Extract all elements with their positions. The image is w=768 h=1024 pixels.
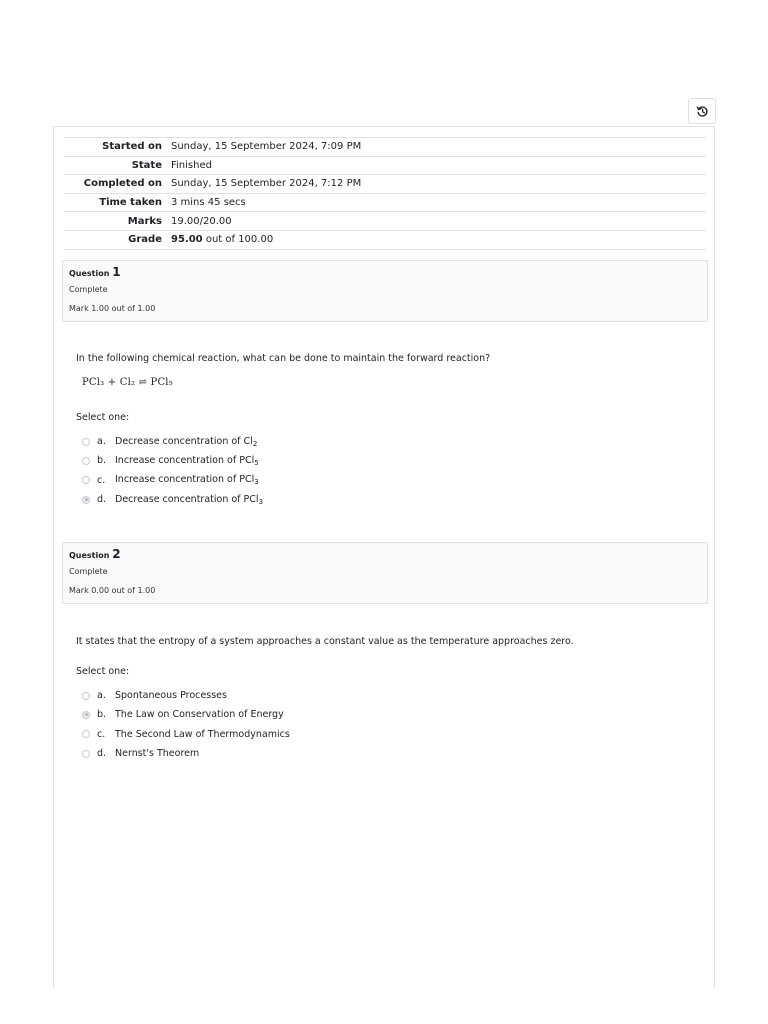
- option-letter: a.: [97, 690, 106, 702]
- summary-label: Marks: [127, 215, 162, 227]
- option-letter: a.: [97, 436, 106, 448]
- summary-label: Started on: [102, 141, 162, 153]
- summary-label: Time taken: [99, 197, 162, 209]
- question-number: [69, 265, 121, 279]
- question-number: [69, 547, 121, 561]
- history-icon: [696, 105, 709, 118]
- radio-button[interactable]: [82, 750, 90, 758]
- summary-row-state: [64, 156, 706, 175]
- answer-option-c[interactable]: [82, 725, 482, 744]
- option-label: Decrease concentration of Cl: [115, 435, 253, 447]
- option-text: The Second Law of Thermodynamics: [115, 728, 290, 740]
- question-number-value: 1: [112, 265, 121, 279]
- select-one-prompt: Select one:: [76, 412, 130, 423]
- summary-label: State: [131, 159, 162, 171]
- option-label: Increase concentration of PCl: [115, 474, 255, 486]
- summary-label: Completed on: [83, 178, 162, 190]
- summary-value: 3 mins 45 secs: [171, 197, 246, 209]
- answer-option-d[interactable]: [82, 744, 482, 763]
- quiz-review-region: [53, 126, 715, 988]
- radio-button-selected[interactable]: [82, 496, 90, 504]
- radio-button[interactable]: [82, 457, 90, 465]
- question-2-text: It states that the entropy of a system approaches a constant value as the temperature approaches zero.: [76, 636, 574, 647]
- option-text: The Law on Conservation of Energy: [115, 709, 284, 721]
- summary-row-grade: [64, 230, 706, 249]
- attempt-summary-table: [64, 137, 706, 250]
- option-text: [115, 494, 263, 506]
- radio-button[interactable]: [82, 692, 90, 700]
- answer-option-c[interactable]: [82, 471, 482, 490]
- option-subscript: 3: [254, 478, 259, 487]
- question-mark: Mark 1.00 out of 1.00: [69, 304, 156, 313]
- option-subscript: 5: [254, 458, 259, 467]
- option-text: [115, 455, 259, 467]
- summary-row-completed: [64, 175, 706, 194]
- summary-value: Finished: [171, 159, 212, 171]
- summary-row-marks: [64, 212, 706, 231]
- radio-button-selected[interactable]: [82, 711, 90, 719]
- summary-label: Grade: [128, 234, 162, 246]
- option-subscript: 3: [258, 497, 264, 506]
- option-text: Spontaneous Processes: [115, 690, 227, 702]
- summary-value: [167, 230, 706, 249]
- question-1-answers: [82, 432, 482, 509]
- chemical-equation: PCl₃ + Cl₂ ⇌ PCl₅: [82, 377, 173, 388]
- option-label: Decrease concentration of PCl: [115, 493, 259, 505]
- summary-value: Sunday, 15 September 2024, 7:09 PM: [171, 141, 362, 153]
- radio-button[interactable]: [82, 476, 90, 484]
- grade-out-of: out of 100.00: [202, 234, 274, 246]
- question-state: Complete: [69, 285, 108, 294]
- option-text: Nernst's Theorem: [115, 748, 200, 760]
- option-letter: d.: [97, 494, 107, 506]
- option-letter: c.: [97, 728, 106, 740]
- answer-option-d[interactable]: [82, 490, 482, 509]
- option-text: [115, 474, 259, 486]
- option-letter: b.: [97, 455, 107, 467]
- option-letter: d.: [97, 748, 107, 760]
- answer-option-b[interactable]: [82, 451, 482, 470]
- question-prefix: Question: [69, 269, 110, 278]
- question-prefix: Question: [69, 551, 110, 560]
- question-1-text: In the following chemical reaction, what can be done to maintain the forward reaction?: [76, 353, 491, 364]
- question-state: Complete: [69, 567, 108, 576]
- question-2-answers: [82, 686, 482, 763]
- answer-option-a[interactable]: [82, 686, 482, 705]
- question-1-info: [62, 260, 708, 322]
- question-mark: Mark 0.00 out of 1.00: [69, 586, 156, 595]
- grade-value: 95.00: [171, 234, 203, 246]
- answer-option-b[interactable]: [82, 705, 482, 724]
- radio-button[interactable]: [82, 730, 90, 738]
- option-text: [115, 436, 257, 448]
- option-letter: c.: [97, 474, 106, 486]
- option-letter: b.: [97, 709, 107, 721]
- answer-option-a[interactable]: [82, 432, 482, 451]
- summary-value: 19.00/20.00: [171, 215, 232, 227]
- summary-row-started: [64, 138, 706, 157]
- question-2-info: [62, 542, 708, 604]
- question-number-value: 2: [112, 547, 121, 561]
- summary-row-time: [64, 193, 706, 212]
- radio-button[interactable]: [82, 438, 90, 446]
- select-one-prompt: Select one:: [76, 666, 130, 677]
- option-label: Increase concentration of PCl: [115, 454, 255, 466]
- summary-value: Sunday, 15 September 2024, 7:12 PM: [171, 178, 362, 190]
- option-subscript: 2: [252, 439, 258, 448]
- history-button[interactable]: [688, 98, 716, 124]
